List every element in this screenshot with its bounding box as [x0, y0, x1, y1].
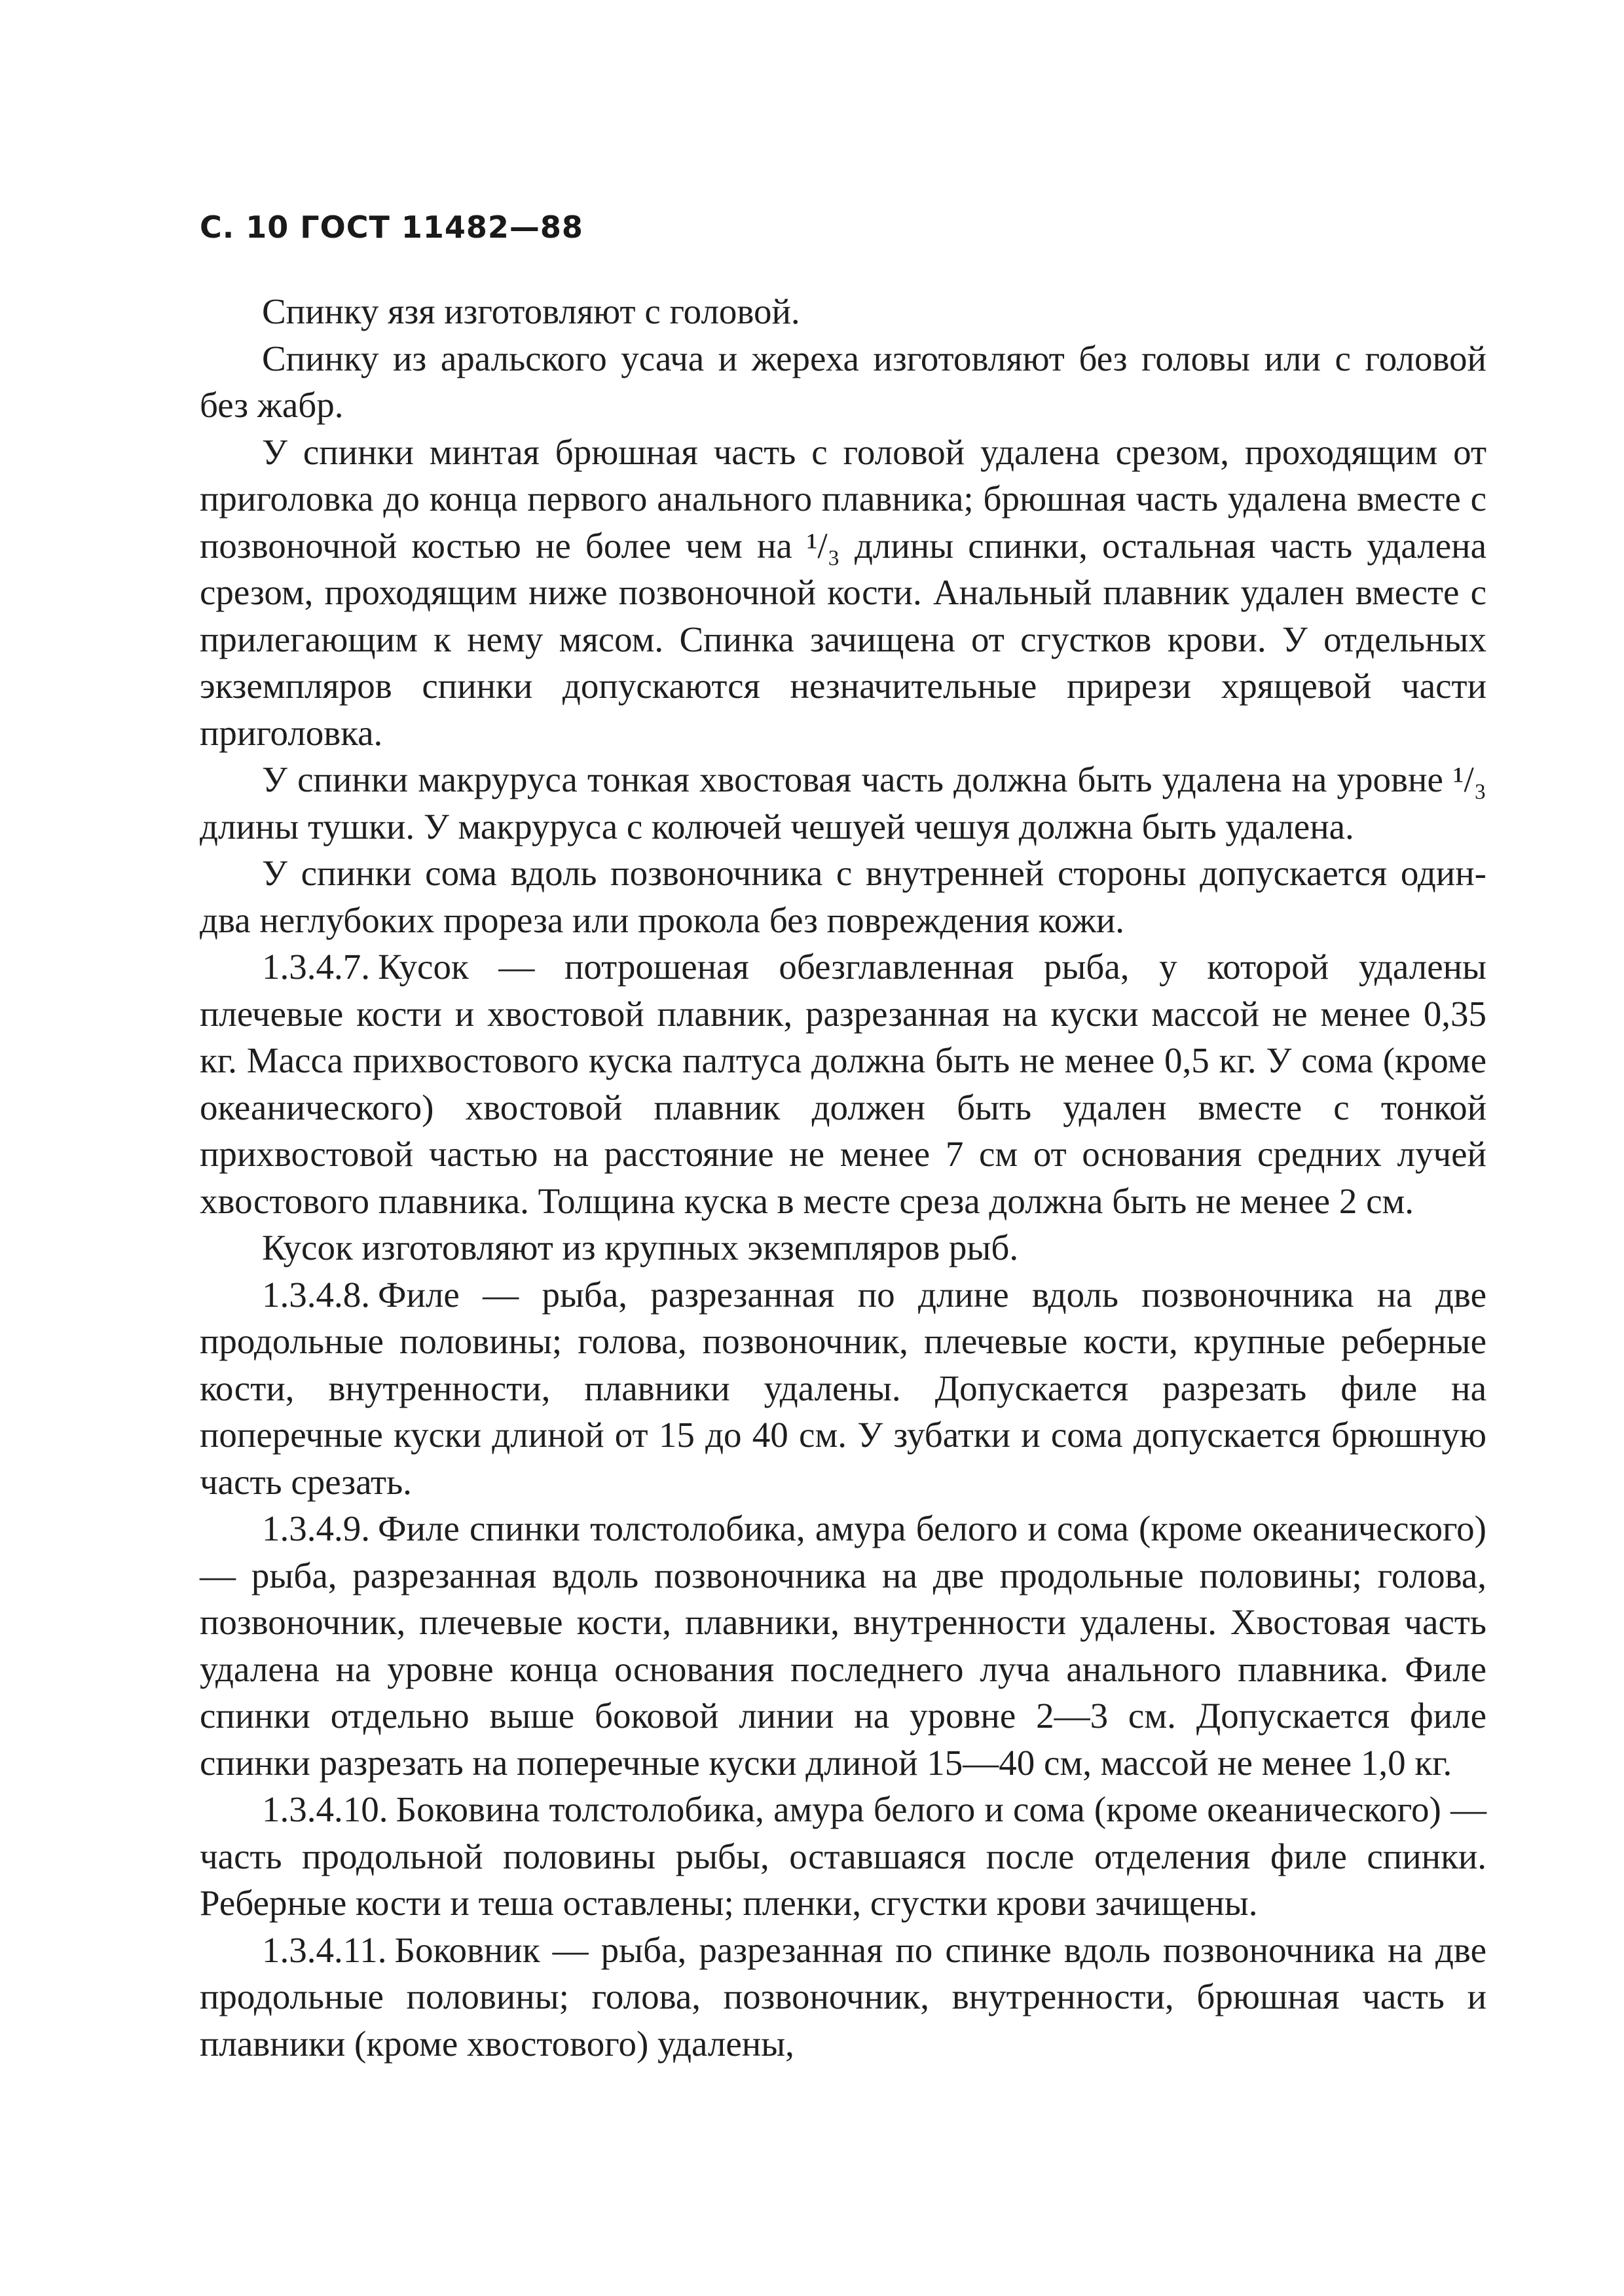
paragraph-text: Кусок изготовляют из крупных экземпляров рыб.: [262, 1228, 1019, 1267]
clause-1-3-4-10: [200, 1786, 1486, 1927]
clause-number: 1.3.4.11.: [262, 1929, 387, 1970]
clause-1-3-4-11: [200, 1927, 1486, 2068]
clause-1-3-4-8: [200, 1271, 1486, 1506]
document-body: [200, 288, 1486, 2067]
paragraph-text: Филе спинки толстолобика, амура белого и сома (кроме океанического) — рыба, разрезанная вдоль позвоночника на две продольные половины; голова, позвоночник, плечевые кости, плавники, внутренности удалены. Хвостовая часть удалена на уровне конца основания последнего луча анального плавника. Филе спинки отдельно выше боковой линии на уровне 2—3 см. Допускается филе спинки разрезать на поперечные куски длиной 15—40 см, массой не менее 1,0 кг.: [200, 1508, 1486, 1783]
clause-1-3-4-7: [200, 943, 1486, 1224]
clause-number: 1.3.4.8.: [262, 1274, 370, 1315]
paragraph-text: Филе — рыба, разрезанная по длине вдоль позвоночника на две продольные половины; голова, позвоночник, плечевые кости, крупные реберные кости, внутренности, плавники удалены. Допускается разрезать филе на поперечные куски длиной от 15 до 40 см. У зубатки и сома допускается брюшную часть срезать.: [200, 1274, 1486, 1502]
clause-number: 1.3.4.9.: [262, 1508, 370, 1548]
paragraph-text: Спинку язя изготовляют с головой.: [262, 291, 800, 331]
paragraph-text: У спинки сома вдоль позвоночника с внутренней стороны допускается один-два неглубоких прореза или прокола без повреждения кожи.: [200, 853, 1486, 940]
clause-number: 1.3.4.7.: [262, 947, 370, 987]
paragraph-mintai-back: [200, 429, 1486, 757]
paragraph-text: Боковина толстолобика, амура белого и сома (кроме океанического) — часть продольной половины рыбы, оставшаяся после отделения филе спинки. Реберные кости и теша оставлены; пленки, сгустки крови зачищены.: [200, 1789, 1486, 1923]
paragraph-text: У спинки минтая брюшная часть с головой удалена срезом, проходящим от приголовка до конца первого анального плавника; брюшная часть удалена вместе с позвоночной костью не более чем на ¹/₃ длины спинки, остальная часть удалена срезом, проходящим ниже позвоночной кости. Анальный плавник удален вместе с прилегающим к нему мясом. Спинка зачищена от сгустков крови. У отдельных экземпляров спинки допускаются незначительные прирези хрящевой части приголовка.: [200, 431, 1486, 753]
paragraph-yaz-back: [200, 288, 1486, 335]
page-number: С. 10: [200, 210, 289, 245]
paragraph-kusok-note: [200, 1224, 1486, 1271]
page-header: [200, 210, 583, 245]
clause-number: 1.3.4.10.: [262, 1789, 388, 1829]
paragraph-text: У спинки макруруса тонкая хвостовая часть должна быть удалена на уровне ¹/₃ длины тушки. У макруруса с колючей чешуей чешуя должна быть удалена.: [200, 759, 1486, 847]
standard-designation: ГОСТ 11482—88: [300, 210, 583, 245]
paragraph-text: Боковник — рыба, разрезанная по спинке вдоль позвоночника на две продольные половины; голова, позвоночник, внутренности, брюшная часть и плавники (кроме хвостового) удалены,: [200, 1929, 1486, 2064]
paragraph-text: Спинку из аральского усача и жереха изготовляют без головы или с головой без жабр.: [200, 338, 1486, 425]
clause-1-3-4-9: [200, 1505, 1486, 1786]
paragraph-usach-zherekh-back: [200, 335, 1486, 429]
paragraph-text: Кусок — потрошеная обезглавленная рыба, у которой удалены плечевые кости и хвостовой плавник, разрезанная на куски массой не менее 0,35 кг. Масса прихвостового куска палтуса должна быть не менее 0,5 кг. У сома (кроме океанического) хвостовой плавник должен быть удален вместе с тонкой прихвостовой частью на расстояние не менее 7 см от основания средних лучей хвостового плавника. Толщина куска в месте среза должна быть не менее 2 см.: [200, 947, 1486, 1221]
paragraph-makrurus-back: [200, 756, 1486, 850]
paragraph-som-back: [200, 850, 1486, 943]
